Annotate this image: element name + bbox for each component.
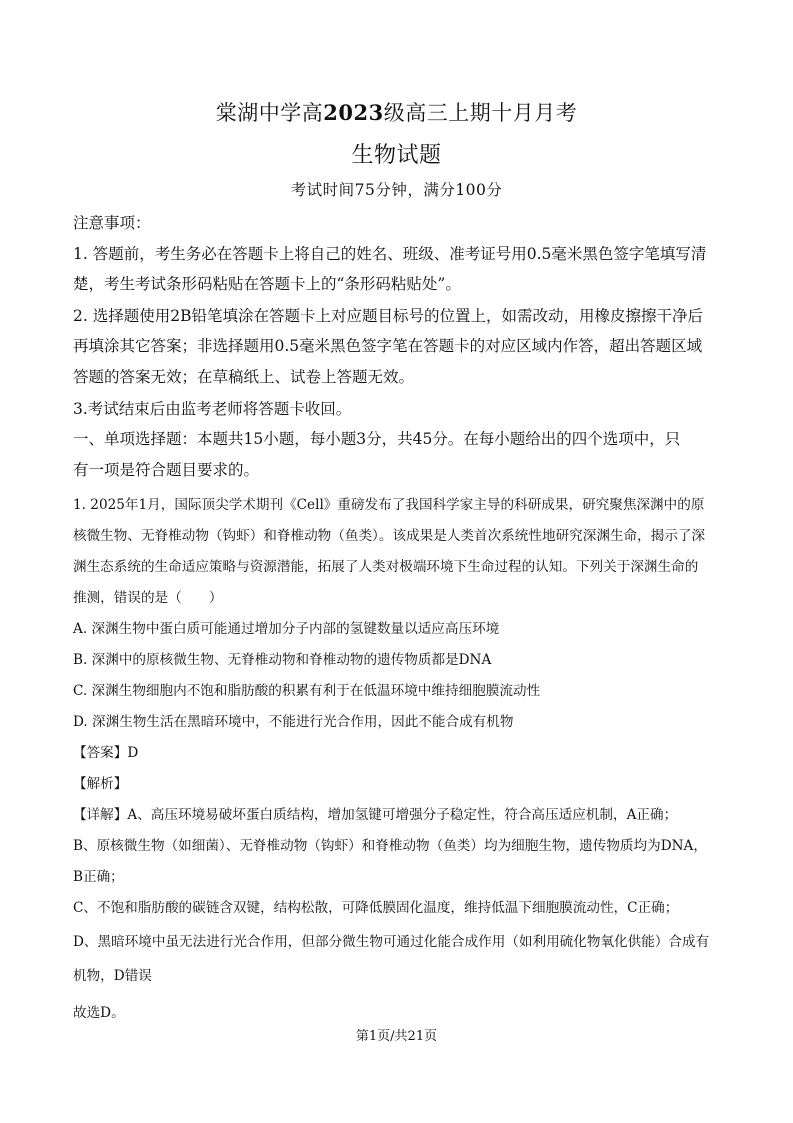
question-stem-line: 渊生态系统的生命适应策略与资源潜能，拓展了人类对极端环境下生命过程的认知。下列关于深渊生命的	[73, 559, 699, 575]
question-stem-line: 推测，错误的是（ ）	[73, 590, 223, 606]
title-suffix: 级高三上期十月月考	[383, 101, 578, 125]
option-a: A. 深渊生物中蛋白质可能通过增加分子内部的氢键数量以适应高压环境	[73, 621, 500, 637]
exam-title	[0, 97, 793, 127]
analysis-heading: 【解析】	[73, 776, 128, 792]
title-year: 2023	[323, 100, 384, 125]
page-number: 第1页/共21页	[355, 1029, 438, 1044]
option-d: D. 深渊生物生活在黑暗环境中，不能进行光合作用，因此不能合成有机物	[73, 714, 514, 730]
notice-heading: 注意事项：	[73, 214, 151, 232]
analysis-line: 【详解】A、高压环境易破坏蛋白质结构，增加氢键可增强分子稳定性，符合高压适应机制，A正确；	[73, 807, 678, 823]
option-b: B. 深渊中的原核微生物、无脊椎动物和脊椎动物的遗传物质都是DNA	[73, 652, 492, 668]
analysis-line: B正确；	[73, 869, 124, 885]
answer-label: 【答案】D	[73, 745, 139, 761]
notice-line: 3.考试结束后由监考老师将答题卡收回。	[73, 400, 352, 418]
question-stem-line: 1. 2025年1月，国际顶尖学术期刊《Cell》重磅发布了我国科学家主导的科研成果，研究聚焦深渊中的原	[73, 497, 705, 513]
analysis-line: C、不饱和脂肪酸的碳链含双键，结构松散，可降低膜固化温度，维持低温下细胞膜流动性，C正确；	[73, 900, 679, 916]
analysis-line: 机物，D错误	[73, 968, 152, 984]
notice-line: 1. 答题前，考生务必在答题卡上将自己的姓名、班级、准考证号用0.5毫米黑色签字笔填写清	[73, 245, 707, 263]
notice-line: 答题的答案无效；在草稿纸上、试卷上答题无效。	[73, 368, 415, 386]
subject-title: 生物试题	[351, 143, 442, 168]
title-prefix: 棠湖中学高	[215, 101, 324, 125]
exam-info: 考试时间75分钟，满分100分	[290, 181, 503, 199]
section-heading: 有一项是符合题目要求的。	[73, 461, 260, 479]
question-stem-line: 核微生物、无脊椎动物（钩虾）和脊椎动物（鱼类）。该成果是人类首次系统性地研究深渊生命，揭示了深	[73, 528, 706, 544]
analysis-conclusion: 故选D。	[73, 1005, 125, 1021]
analysis-line: B、原核微生物（如细菌）、无脊椎动物（钩虾）和脊椎动物（鱼类）均为细胞生物，遗传物质均为DNA，	[73, 838, 707, 854]
notice-line: 楚，考生考试条形码粘贴在答题卡上的“条形码粘贴处”。	[73, 275, 461, 293]
section-heading: 一、单项选择题：本题共15小题，每小题3分，共45分。在每小题给出的四个选项中，只	[73, 430, 681, 448]
analysis-line: D、黑暗环境中虽无法进行光合作用，但部分微生物可通过化能合成作用（如利用硫化物氧化供能）合成有	[73, 934, 710, 950]
option-c: C. 深渊生物细胞内不饱和脂肪酸的积累有利于在低温环境中维持细胞膜流动性	[73, 683, 541, 699]
notice-line: 再填涂其它答案；非选择题用0.5毫米黑色签字笔在答题卡的对应区域内作答，超出答题区域	[73, 337, 703, 355]
notice-line: 2. 选择题使用2B铅笔填涂在答题卡上对应题目标号的位置上，如需改动，用橡皮擦擦干净后	[73, 307, 703, 325]
